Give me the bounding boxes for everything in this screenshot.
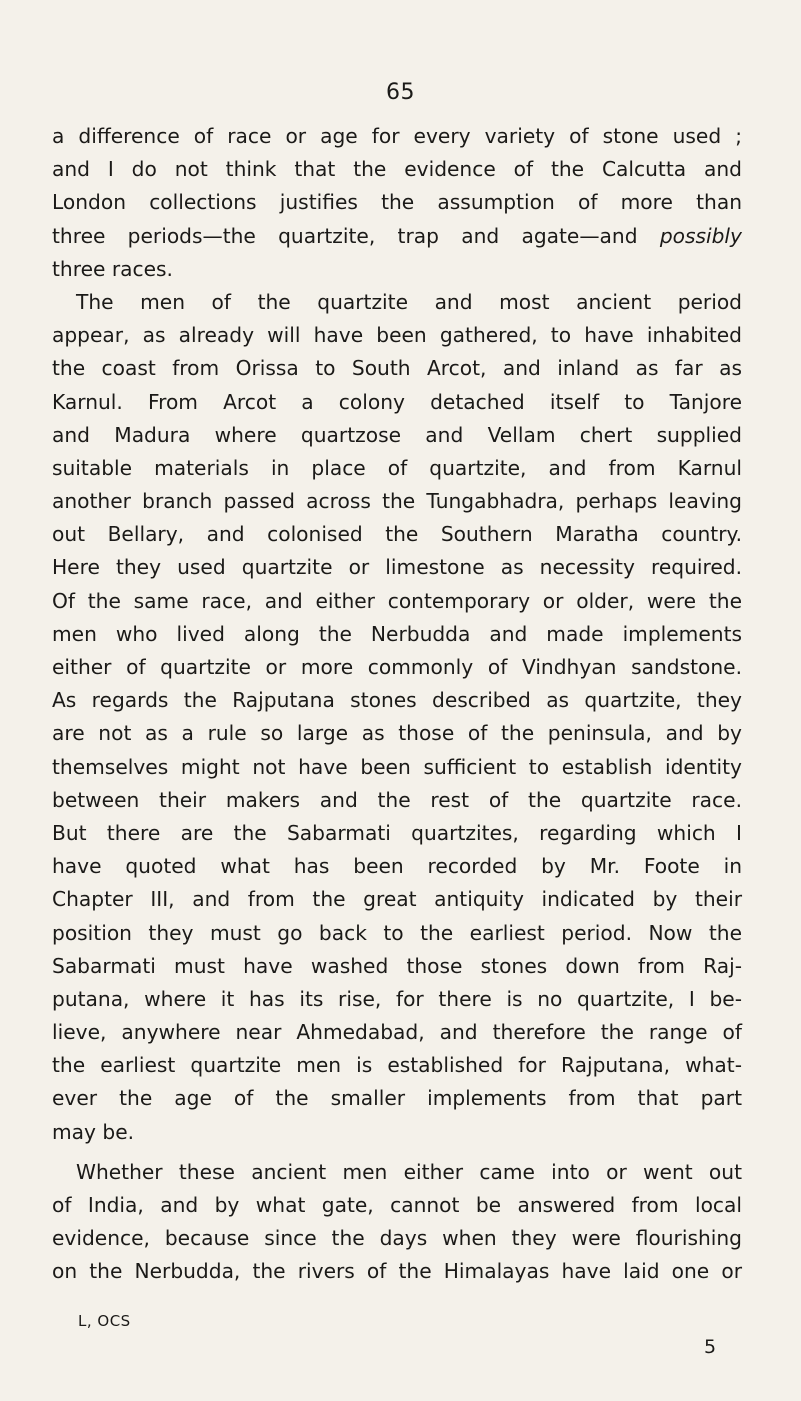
text-line: lieve, anywhere near Ahmedabad, and therefore the range of [52, 1020, 742, 1045]
text-line: Karnul. From Arcot a colony detached itself to Tanjore [52, 389, 742, 414]
text-line: Chapter III, and from the great antiquity indicated by their [52, 887, 742, 912]
text-line-segment: three periods—the quartzite, trap and agate—and [52, 223, 638, 248]
body-text [52, 120, 742, 1289]
text-line: may be. [52, 1119, 135, 1144]
text-line: and I do not think that the evidence of the Calcutta and [52, 157, 742, 182]
text-line: Here they used quartzite or limestone as necessity required. [52, 555, 742, 580]
text-line: the coast from Orissa to South Arcot, and inland as far as [52, 356, 742, 381]
text-line: appear, as already will have been gathered, to have inhabited [52, 323, 742, 348]
page-number: 65 [386, 80, 415, 105]
text-line: ever the age of the smaller implements from that part [52, 1086, 742, 1111]
page-footer [0, 1312, 801, 1372]
text-line: But there are the Sabarmati quartzites, regarding which I [52, 820, 742, 845]
signature-mark: L, OCS [78, 1312, 131, 1330]
paragraph-1 [52, 120, 742, 286]
text-line: Whether these ancient men either came into or went out [76, 1159, 742, 1184]
paragraph-3 [52, 1156, 742, 1289]
text-line-with-emphasis [52, 220, 742, 253]
paragraph-gap [52, 1149, 742, 1156]
text-line: Of the same race, and either contemporary or older, were the [52, 588, 742, 613]
text-line: suitable materials in place of quartzite, and from Karnul [52, 455, 742, 480]
italic-word: possibly [659, 223, 742, 248]
text-line: are not as a rule so large as those of the peninsula, and by [52, 721, 742, 746]
paragraph-2 [52, 286, 742, 1149]
text-line: men who lived along the Nerbudda and made implements [52, 621, 742, 646]
text-line: three races. [52, 256, 173, 281]
text-line: themselves might not have been sufficient to establish identity [52, 754, 742, 779]
text-line: Sabarmati must have washed those stones down from Raj- [52, 953, 742, 978]
text-line: putana, where it has its rise, for there is no quartzite, I be- [52, 986, 742, 1011]
text-line: on the Nerbudda, the rivers of the Himalayas have laid one or [52, 1259, 742, 1284]
text-line: position they must go back to the earliest period. Now the [52, 920, 742, 945]
text-line: London collections justifies the assumption of more than [52, 190, 742, 215]
text-line: of India, and by what gate, cannot be answered from local [52, 1193, 742, 1217]
text-line: and Madura where quartzose and Vellam chert supplied [52, 422, 742, 447]
text-line: either of quartzite or more commonly of Vindhyan sandstone. [52, 655, 742, 679]
text-line: out Bellary, and colonised the Southern Maratha country. [52, 522, 742, 547]
text-line: evidence, because since the days when they were flourishing [52, 1226, 742, 1251]
sheet-number: 5 [704, 1336, 717, 1358]
text-line: another branch passed across the Tungabhadra, perhaps leaving [52, 489, 742, 514]
text-line: a difference of race or age for every variety of stone used ; [52, 124, 742, 148]
text-line: between their makers and the rest of the quartzite race. [52, 787, 742, 812]
text-line: have quoted what has been recorded by Mr. Foote in [52, 854, 742, 879]
text-line: As regards the Rajputana stones described as quartzite, they [52, 688, 742, 713]
text-line: The men of the quartzite and most ancient period [76, 289, 742, 314]
text-line: the earliest quartzite men is established for Rajputana, what- [52, 1053, 742, 1078]
